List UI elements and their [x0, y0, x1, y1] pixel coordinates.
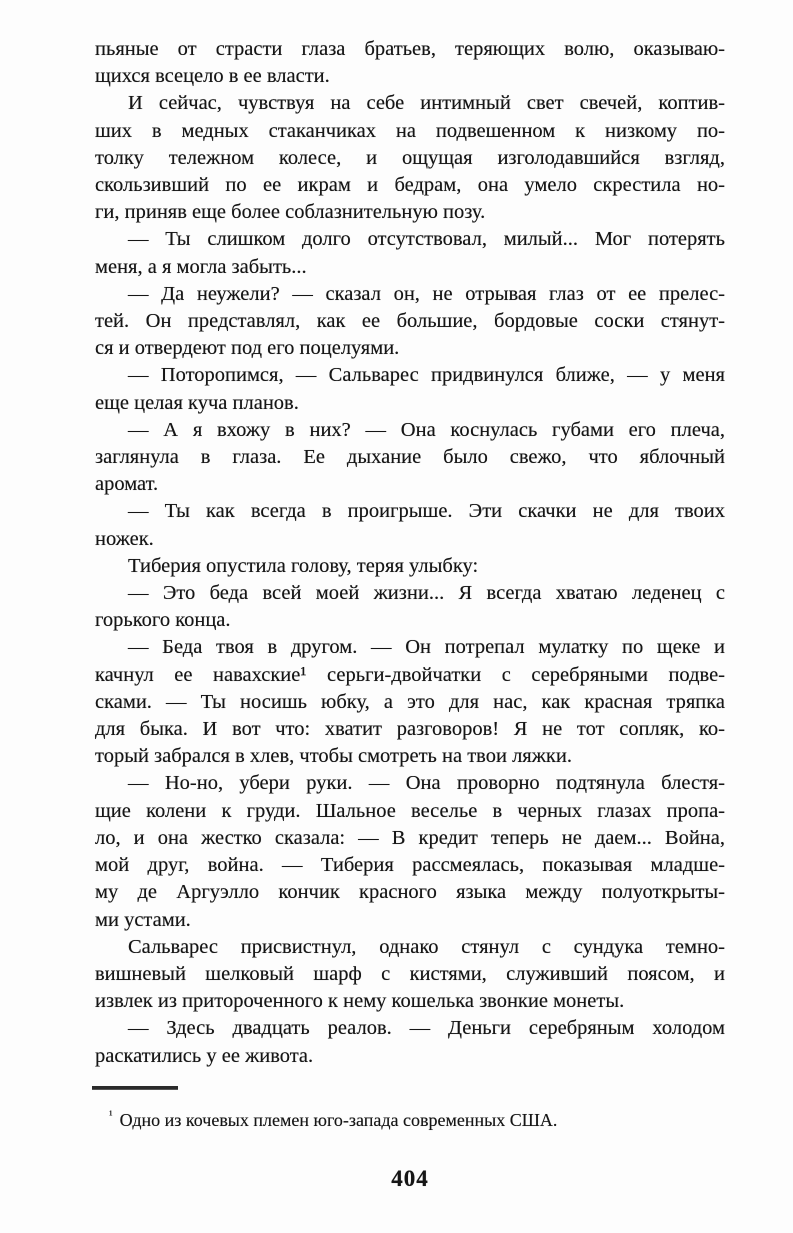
body-line: — Беда твоя в другом. — Он потрепал мулатку по щеке и [128, 636, 725, 659]
body-line: ло, и она жестко сказала: — В кредит теперь не даем... Война, [95, 826, 725, 849]
body-line: — Но-но, убери руки. — Она проворно подтянула блестя- [128, 772, 725, 795]
body-line: скользивший по ее икрам и бедрам, она умело скрестила но- [95, 174, 725, 197]
body-line: ножек. [95, 527, 154, 550]
body-line: ся и отвердеют под его поцелуями. [95, 337, 400, 360]
body-line: щихся всецело в ее власти. [95, 65, 330, 88]
page-number: 404 [391, 1165, 429, 1191]
body-line: сками. — Ты носишь юбку, а это для нас, как красная тряпка [95, 690, 725, 713]
body-line: щие колени к груди. Шальное веселье в черных глазах пропа- [95, 799, 725, 822]
footnote-separator [92, 1086, 178, 1090]
body-line: заглянула в глаза. Ее дыхание было свежо, что яблочный [95, 446, 725, 469]
body-line: — Здесь двадцать реалов. — Деньги серебряным холодом [128, 1017, 725, 1040]
body-line: Сальварес присвистнул, однако стянул с сундука темно- [128, 935, 725, 958]
footnote [95, 1103, 720, 1132]
body-line: пьяные от страсти глаза братьев, теряющих волю, оказываю- [95, 38, 725, 60]
body-line: — Да неужели? — сказал он, не отрывая глаз от ее прелес- [128, 282, 725, 305]
body-line: И сейчас, чувствуя на себе интимный свет свечей, коптив- [128, 92, 725, 115]
body-line: мой друг, война. — Тиберия рассмеялась, показывая младше- [95, 854, 725, 877]
body-line: Тиберия опустила голову, теряя улыбку: [128, 554, 479, 577]
body-line: — Это беда всей моей жизни... Я всегда хватаю леденец с [128, 582, 725, 605]
body-line: качнул ее навахские¹ серьги-двойчатки с серебряными подве- [95, 663, 725, 686]
body-line: еще целая куча планов. [95, 391, 299, 414]
body-line: — Ты как всегда в проигрыше. Эти скачки не для твоих [128, 500, 725, 523]
body-line: аромат. [95, 473, 159, 496]
page-body [95, 36, 725, 1070]
body-line: ги, приняв еще более соблазнительную позу. [95, 201, 486, 224]
body-line: меня, а я могла забыть... [95, 255, 307, 278]
body-line: ших в медных стаканчиках на подвешенном к низкому по- [95, 119, 725, 142]
footnote-text: Одно из кочевых племен юго-запада современных США. [119, 1109, 558, 1130]
body-line: раскатились у ее живота. [95, 1044, 314, 1067]
body-line: для быка. И вот что: хватит разговоров! Я не тот сопляк, ко- [95, 718, 725, 741]
body-line: горького конца. [95, 609, 231, 632]
body-line: вишневый шелковый шарф с кистями, служивший поясом, и [95, 962, 725, 985]
body-line: му де Аргуэлло кончик красного языка между полуоткрыты- [95, 881, 725, 904]
body-line: — А я вхожу в них? — Она коснулась губами его плеча, [128, 418, 725, 441]
body-line: торый забрался в хлев, чтобы смотреть на твои ляжки. [95, 745, 572, 768]
body-line: — Поторопимся, — Сальварес придвинулся ближе, — у меня [128, 364, 725, 387]
footnote-marker: ¹ [109, 1107, 113, 1122]
body-line: — Ты слишком долго отсутствовал, милый... Мог потерять [128, 228, 725, 251]
body-line: ми устами. [95, 908, 191, 931]
body-line: тей. Он представлял, как ее большие, бордовые соски стянут- [95, 310, 725, 333]
body-line: толку тележном колесе, и ощущая изголодавшийся взгляд, [95, 146, 725, 169]
body-line: извлек из притороченного к нему кошелька звонкие монеты. [95, 990, 625, 1013]
